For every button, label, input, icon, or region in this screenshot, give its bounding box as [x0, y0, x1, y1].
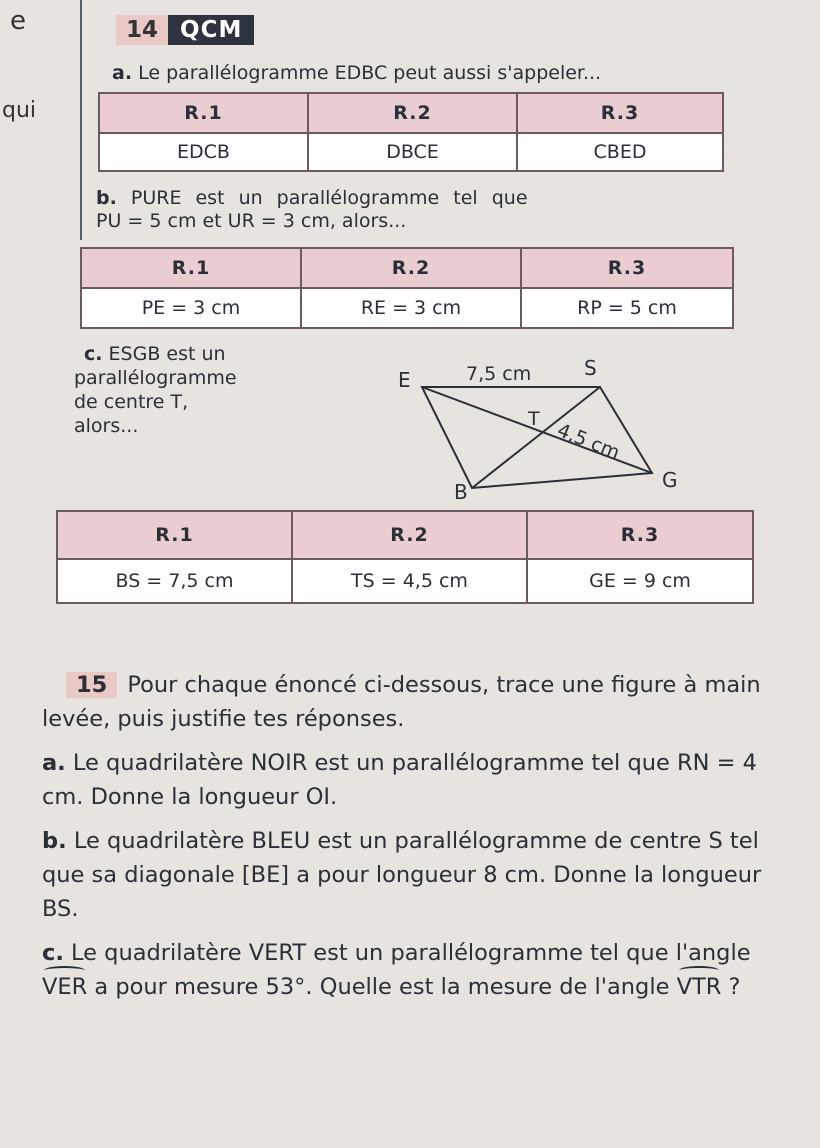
exercise-15 — [42, 668, 782, 1004]
corner-letter: e — [10, 6, 26, 36]
answer-option[interactable]: EDCB — [99, 133, 308, 171]
question-15a — [42, 746, 782, 814]
header-r2: R.2 — [292, 511, 527, 559]
exercise-14-header — [116, 17, 254, 43]
question-14c-line2: parallélogramme — [74, 367, 237, 389]
parallelogram-figure — [380, 355, 710, 515]
question-15c-text-middle: a pour mesure 53°. Quelle est la mesure de l'angle — [94, 974, 670, 1000]
exercise-15-intro-text: Pour chaque énoncé ci-dessous, trace une figure à main levée, puis justifie tes réponses. — [42, 672, 761, 732]
header-r3: R.3 — [521, 248, 733, 288]
question-14a-text: Le parallélogramme EDBC peut aussi s'appeler... — [138, 62, 602, 84]
vertex-label-e: E — [398, 368, 411, 392]
answer-option[interactable]: CBED — [517, 133, 723, 171]
question-15a-letter: a. — [42, 750, 66, 776]
question-15a-text: Le quadrilatère NOIR est un parallélogramme tel que RN = 4 cm. Donne la longueur OI. — [42, 750, 757, 810]
vertex-label-b: B — [454, 480, 468, 504]
question-14c-letter: c. — [84, 343, 103, 365]
question-14b — [96, 187, 726, 233]
angle-vtr: VTR — [677, 970, 722, 1004]
question-14c — [74, 342, 237, 438]
table-14c — [56, 510, 754, 604]
answer-option[interactable]: BS = 7,5 cm — [57, 559, 292, 603]
question-15c — [42, 936, 782, 1004]
vertex-label-s: S — [584, 356, 597, 380]
answer-option[interactable]: GE = 9 cm — [527, 559, 753, 603]
question-14b-line2: PU = 5 cm et UR = 3 cm, alors... — [96, 210, 407, 232]
exercise-15-intro — [42, 668, 782, 736]
header-r3: R.3 — [517, 93, 723, 133]
margin-fragment: qui — [2, 98, 37, 123]
question-15b-text: Le quadrilatère BLEU est un parallélogramme de centre S tel que sa diagonale [BE] a pour longueur 8 cm. Donne la longueur BS. — [42, 828, 762, 922]
question-15b — [42, 824, 782, 926]
header-r2: R.2 — [301, 248, 521, 288]
header-r1: R.1 — [57, 511, 292, 559]
question-14c-line1: ESGB est un — [108, 343, 226, 365]
question-14b-line1: PURE est un parallélogramme tel que — [130, 187, 528, 209]
length-label-es: 7,5 cm — [466, 363, 532, 385]
header-r3: R.3 — [527, 511, 753, 559]
question-14c-line3: de centre T, — [74, 391, 189, 413]
answer-option[interactable]: RP = 5 cm — [521, 288, 733, 328]
question-14c-line4: alors... — [74, 415, 139, 437]
exercise-14-number: 14 — [116, 15, 168, 45]
answer-option[interactable]: TS = 4,5 cm — [292, 559, 527, 603]
vertex-label-g: G — [662, 468, 678, 492]
question-14a — [112, 62, 601, 85]
header-r2: R.2 — [308, 93, 517, 133]
center-label-t: T — [528, 408, 540, 430]
question-14a-letter: a. — [112, 62, 133, 84]
table-14b — [80, 247, 734, 329]
question-15c-text-after: ? — [728, 974, 741, 1000]
answer-option[interactable]: PE = 3 cm — [81, 288, 301, 328]
question-15b-letter: b. — [42, 828, 67, 854]
question-15c-letter: c. — [42, 940, 64, 966]
question-14b-letter: b. — [96, 187, 117, 209]
margin-line — [80, 0, 82, 240]
angle-ver: VER — [42, 970, 87, 1004]
table-14a — [98, 92, 724, 172]
question-15c-text-before: Le quadrilatère VERT est un parallélogramme tel que l'angle — [71, 940, 751, 966]
diagonal-eg — [422, 387, 652, 473]
header-r1: R.1 — [81, 248, 301, 288]
exercise-15-number: 15 — [66, 672, 117, 698]
header-r1: R.1 — [99, 93, 308, 133]
exercise-14-tag: QCM — [168, 15, 254, 45]
length-label-tg: 4,5 cm — [554, 419, 623, 465]
answer-option[interactable]: DBCE — [308, 133, 517, 171]
answer-option[interactable]: RE = 3 cm — [301, 288, 521, 328]
